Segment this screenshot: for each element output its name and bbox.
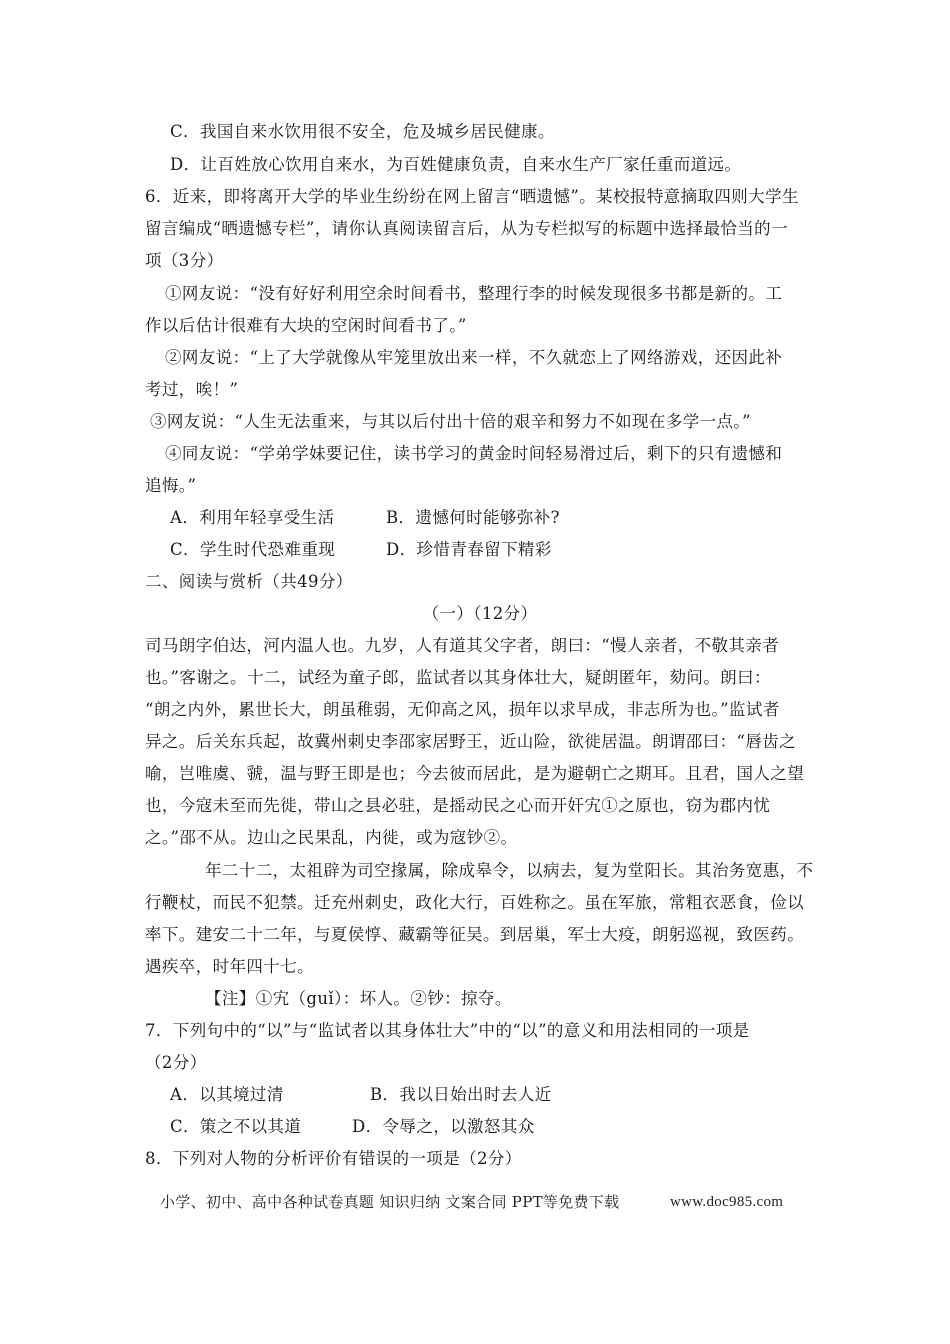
- q5-option-c: C．我国自来水饮用很不安全，危及城乡居民健康。: [170, 122, 555, 141]
- q8-stem: 8．下列对人物的分析评价有错误的一项是（2分）: [145, 1149, 522, 1168]
- q5-option-d: D．让百姓放心饮用自来水，为百姓健康负责，自来水生产厂家任重而道远。: [170, 155, 742, 174]
- passage-p2-line-1: 年二十二，太祖辟为司空掾属，除成皋令，以病去，复为堂阳长。其治务宽惠，不: [205, 861, 814, 880]
- q6-option-b: B．遗憾何时能够弥补?: [386, 508, 560, 527]
- q6-comment-4: ④同友说：“学弟学妹要记住，读书学习的黄金时间轻易滑过后，剩下的只有遗憾和: [165, 444, 783, 463]
- passage-note: 【注】①宄（guǐ）：坏人。②钞：掠夺。: [205, 989, 512, 1008]
- passage-p1-line-6: 也，今寇未至而先徙，带山之县必驻，是摇动民之心而开奸宄①之原也，窃为郡内忧: [145, 796, 771, 815]
- q6-comment-1-cont: 作以后估计很难有大块的空闲时间看书了。”: [145, 316, 467, 335]
- q7-stem-line-1: 7．下列句中的“以”与“监试者以其身体壮大”中的“以”的意义和用法相同的一项是: [145, 1021, 750, 1040]
- passage-p1-line-1: 司马朗字伯达，河内温人也。九岁，人有道其父字者，朗曰：“慢人亲者，不敬其亲者: [145, 636, 780, 655]
- q6-comment-1: ①网友说：“没有好好利用空余时间看书，整理行李的时候发现很多书都是新的。工: [165, 284, 783, 303]
- passage-p1-line-4: 异之。后关东兵起，故冀州刺史李邵家居野王，近山险，欲徙居温。朗谓邵曰：“唇齿之: [145, 732, 797, 751]
- q7-option-a: A．以其境过清: [170, 1085, 284, 1104]
- section-heading: 二、阅读与赏析（共49分）: [145, 572, 353, 591]
- passage-p1-line-2: 也。”客谢之。十二，试经为童子郎，监试者以其身体壮大，疑朗匿年，劾问。朗曰：: [145, 668, 771, 687]
- q6-option-c: C．学生时代恐难重现: [170, 540, 336, 559]
- q6-comment-3: ③网友说：“人生无法重来，与其以后付出十倍的艰辛和努力不如现在多学一点。”: [150, 412, 751, 431]
- passage-p2-line-2: 行鞭杖，而民不犯禁。迁充州刺史，政化大行，百姓称之。虽在军旅，常粗衣恶食，俭以: [145, 893, 805, 912]
- q6-comment-2-cont: 考过，唉！”: [145, 380, 239, 399]
- page-footer: [160, 1192, 800, 1212]
- q6-stem-line-1: 6．近来，即将离开大学的毕业生纷纷在网上留言“晒遗憾”。某校报特意摘取四则大学生: [145, 187, 799, 206]
- passage-p2-line-3: 率下。建安二十二年，与夏侯惇、藏霸等征吴。到居巢，军士大疫，朗躬巡视，致医药。: [145, 925, 805, 944]
- q7-option-b: B．我以日始出时去人近: [370, 1085, 552, 1104]
- q6-option-a: A．利用年轻享受生活: [170, 508, 335, 527]
- footer-url[interactable]: www.doc985.com: [670, 1194, 784, 1210]
- q7-option-c: C．策之不以其道: [170, 1117, 302, 1136]
- passage-p2-line-4: 遇疾卒，时年四十七。: [145, 957, 314, 976]
- passage-p1-line-3: “朗之内外，累世长大，朗虽稚弱，无仰高之风，损年以求早成，非志所为也。”监试者: [145, 700, 780, 719]
- footer-text: 小学、初中、高中各种试卷真题 知识归纳 文案合同 PPT等免费下载: [160, 1193, 620, 1211]
- q7-stem-line-2: （2分）: [145, 1053, 207, 1072]
- q6-stem-line-3: 项（3分）: [145, 251, 224, 270]
- q6-comment-4-cont: 追悔。”: [145, 476, 197, 495]
- passage-p1-line-5: 喻，岂唯虞、虢，温与野王即是也；今去彼而居此，是为避朝亡之期耳。且君，国人之望: [145, 764, 805, 783]
- q6-stem-line-2: 留言编成“晒遗憾专栏”，请你认真阅读留言后，从为专栏拟写的标题中选择最恰当的一: [145, 219, 788, 238]
- passage-p1-line-7: 之。”邵不从。边山之民果乱，内徙，或为寇钞②。: [145, 828, 518, 847]
- q6-comment-2: ②网友说：“上了大学就像从牢笼里放出来一样，不久就恋上了网络游戏，还因此补: [165, 348, 783, 367]
- q7-option-d: D．令辱之，以激怒其众: [352, 1117, 535, 1136]
- q6-option-d: D．珍惜青春留下精彩: [386, 540, 552, 559]
- subsection-heading: （一）（12分）: [422, 604, 538, 623]
